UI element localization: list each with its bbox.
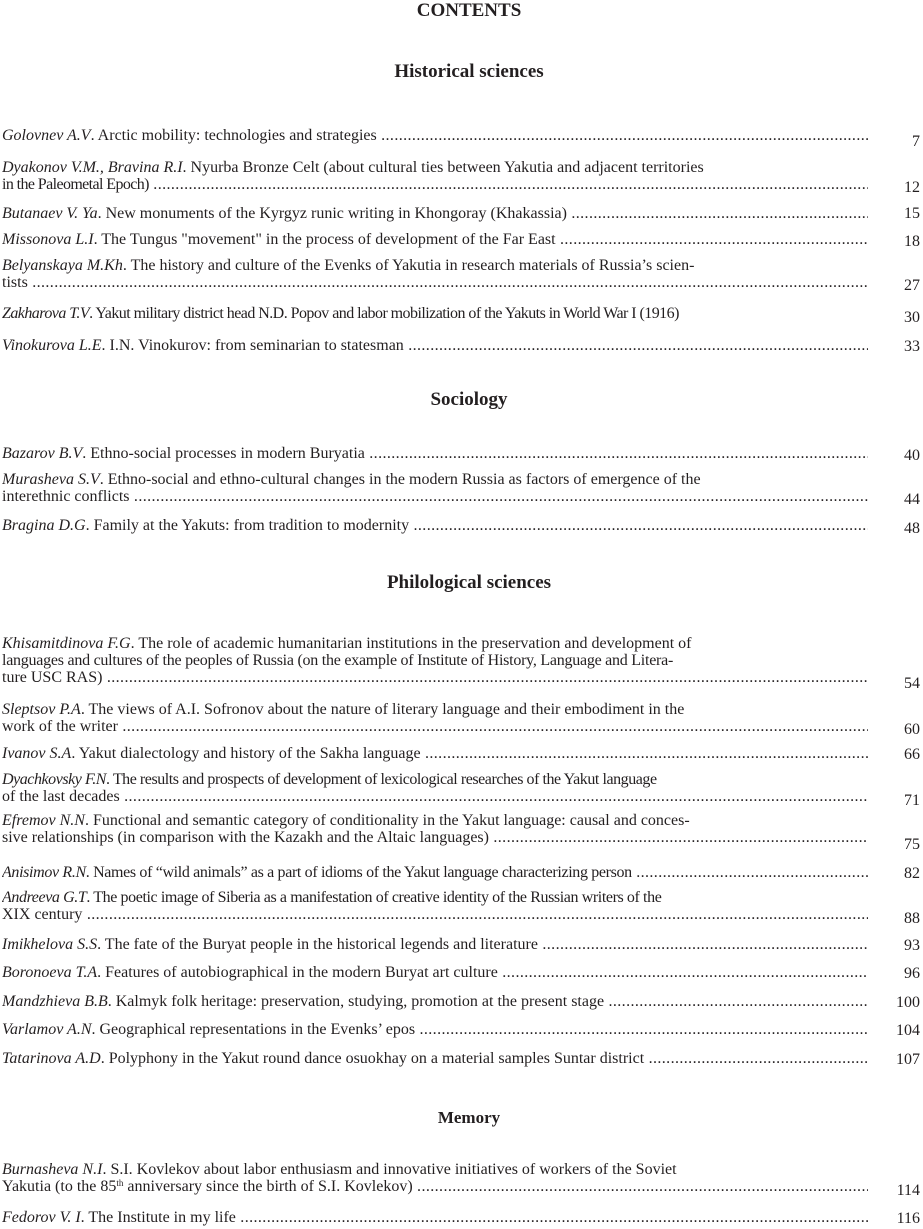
toc-entry[interactable] — [2, 1161, 920, 1199]
entry-author: Belyanskaya M.Kh — [2, 257, 123, 274]
entry-text: Ivanov S.A. Yakut dialectology and history of the Sakha language ..... — [2, 745, 868, 762]
entry-page-number: 54 — [904, 675, 920, 692]
entry-page-number: 27 — [904, 277, 920, 294]
entry-text: Efremov N.N. Functional and semantic category of conditionality in the Yakut language: causal and conces- sive relationships (in comparison with the Kazakh and the Altaic languages) ..... — [2, 812, 868, 846]
entry-author: Bragina D.G — [2, 517, 86, 534]
toc-entry[interactable] — [2, 205, 920, 222]
entry-author: Bazarov B.V — [2, 445, 83, 462]
toc-entry[interactable] — [2, 745, 920, 762]
toc-entry[interactable] — [2, 445, 920, 462]
entry-page-number: 114 — [896, 1182, 920, 1199]
toc-entry[interactable] — [2, 1021, 920, 1038]
entry-page-number: 33 — [904, 338, 920, 355]
entry-text: Zakharova T.V. Yakut military district head N.D. Popov and labor mobilization of the Yakuts in World War I (1916) — [2, 305, 679, 322]
entry-text: Butanaev V. Ya. New monuments of the Kyrgyz runic writing in Khongoray (Khakassia) ..... — [2, 205, 868, 222]
entry-text: Fedorov V. I. The Institute in my life ..... — [2, 1209, 868, 1226]
toc-entry[interactable] — [2, 701, 920, 738]
entry-text: Bragina D.G. Family at the Yakuts: from tradition to modernity ..... — [2, 517, 868, 534]
entry-page-number: 12 — [904, 179, 920, 196]
toc-entry[interactable] — [2, 517, 920, 537]
entry-author: Efremov N.N — [2, 812, 85, 829]
toc-entry[interactable] — [2, 1209, 920, 1226]
entry-page-number: 66 — [904, 746, 920, 763]
section-heading-historical: Historical sciences — [394, 61, 544, 82]
entry-text: Tatarinova A.D. Polyphony in the Yakut round dance osuokhay on a material samples Suntar district ..... — [2, 1050, 868, 1067]
entry-author: Vinokurova L.E — [2, 337, 102, 354]
entry-author: Murasheva S.V — [2, 471, 100, 488]
entry-text: Khisamitdinova F.G. The role of academic humanitarian institutions in the preservation and development of languages and cultures of the peoples of Russia (on the example of Institute of History, Language and Litera- ture USC RAS) ..... — [2, 635, 868, 686]
entry-text: Bazarov B.V. Ethno-social processes in modern Buryatia ..... — [2, 445, 868, 462]
toc-entry[interactable] — [2, 305, 920, 326]
entry-author: Sleptsov P.A — [2, 701, 81, 718]
toc-entry[interactable] — [2, 964, 920, 981]
entry-page-number: 82 — [904, 865, 920, 882]
entry-page-number: 18 — [904, 233, 920, 250]
toc-entry[interactable] — [2, 635, 920, 692]
section-heading-sociology: Sociology — [430, 389, 508, 410]
entry-text: Burnasheva N.I. S.I. Kovlekov about labor enthusiasm and innovative initiatives of workers of the Soviet Yakutia (to the 85th anniversary since the birth of S.I. Kovlekov) ..... — [2, 1161, 868, 1195]
entry-author: Boronoeva T.A — [2, 964, 98, 981]
toc-entry[interactable] — [2, 231, 920, 248]
entry-author: Imikhelova S.S — [2, 936, 98, 953]
entry-text: Sleptsov P.A. The views of A.I. Sofronov about the nature of literary language and their embodiment in the work of the writer ..... — [2, 701, 868, 735]
entry-page-number: 100 — [896, 994, 920, 1011]
toc-entry[interactable] — [2, 257, 920, 294]
entry-page-number: 60 — [904, 721, 920, 738]
toc-entry[interactable] — [2, 471, 920, 508]
section-heading-philological: Philological sciences — [386, 572, 552, 593]
entry-text: Belyanskaya M.Kh. The history and culture of the Evenks of Yakutia in research materials of Russia’s scien- tists ..... — [2, 257, 868, 291]
entry-author: Anisimov R.N — [2, 864, 86, 881]
entry-page-number: 93 — [904, 937, 920, 954]
entry-page-number: 40 — [904, 447, 920, 464]
entry-author: Zakharova T.V — [2, 305, 90, 322]
entry-author: Ivanov S.A — [2, 745, 72, 762]
entry-author: Burnasheva N.I — [2, 1161, 103, 1178]
entry-page-number: 48 — [904, 520, 920, 537]
entry-text: Dyachkovsky F.N. The results and prospects of development of lexicological researches of the Yakut language of the last decades ..... — [2, 771, 868, 805]
entry-author: Varlamov A.N — [2, 1021, 92, 1038]
entry-text: Boronoeva T.A. Features of autobiographical in the modern Buryat art culture ..... — [2, 964, 868, 981]
entry-author: Andreeva G.T — [2, 889, 87, 906]
entry-page-number: 96 — [904, 965, 920, 982]
toc-entry[interactable] — [2, 936, 920, 953]
entry-text: Golovnev A.V. Arctic mobility: technologies and strategies ..... — [2, 127, 868, 144]
page-title: CONTENTS — [416, 0, 522, 21]
toc-entry[interactable] — [2, 159, 920, 196]
entry-page-number: 15 — [904, 205, 920, 222]
entry-page-number: 104 — [896, 1022, 920, 1039]
toc-entry[interactable] — [2, 771, 920, 809]
entry-author: Missonova L.I — [2, 231, 94, 248]
entry-text: Dyakonov V.M., Bravina R.I. Nyurba Bronze Celt (about cultural ties between Yakutia and adjacent territories in the Paleometal Epoch) ..... — [2, 159, 868, 193]
section-heading-memory: Memory — [437, 1108, 501, 1127]
entry-author: Dyachkovsky F.N — [2, 771, 107, 788]
entry-text: Vinokurova L.E. I.N. Vinokurov: from seminarian to statesman ..... — [2, 337, 868, 354]
toc-entry[interactable] — [2, 1050, 920, 1067]
entry-page-number: 30 — [904, 309, 920, 326]
entry-author: Golovnev A.V — [2, 127, 91, 144]
entry-author: Tatarinova A.D — [2, 1050, 101, 1067]
ordinal-superscript: th — [116, 1178, 124, 1188]
entry-text: Mandzhieva B.B. Kalmyk folk heritage: preservation, studying, promotion at the present stage ..... — [2, 993, 868, 1010]
entry-author: Butanaev V. Ya — [2, 205, 98, 222]
entry-page-number: 116 — [896, 1210, 920, 1227]
entry-page-number: 71 — [904, 792, 920, 809]
entry-page-number: 7 — [912, 133, 920, 150]
toc-entry[interactable] — [2, 993, 920, 1010]
entry-page-number: 107 — [896, 1051, 920, 1068]
entry-text: Imikhelova S.S. The fate of the Buryat people in the historical legends and literature ..... — [2, 936, 868, 953]
entry-page-number: 44 — [904, 491, 920, 508]
entry-author: Mandzhieva B.B — [2, 993, 108, 1010]
toc-entry[interactable] — [2, 337, 920, 354]
entry-text: Andreeva G.T. The poetic image of Siberia as a manifestation of creative identity of the Russian writers of the XIX century ..... — [2, 889, 868, 923]
entry-text: Missonova L.I. The Tungus "movement" in the process of development of the Far East ..... — [2, 231, 868, 248]
entry-page-number: 88 — [904, 910, 920, 927]
entry-text: Varlamov A.N. Geographical representations in the Evenks’ epos ..... — [2, 1021, 868, 1038]
entry-author: Khisamitdinova F.G — [2, 635, 131, 652]
entry-author: Fedorov V. I — [2, 1209, 81, 1226]
toc-entry[interactable] — [2, 889, 920, 927]
entry-text: Anisimov R.N. Names of “wild animals” as a part of idioms of the Yakut language characterizing person ..... — [2, 864, 868, 881]
entry-text: Murasheva S.V. Ethno-social and ethno-cultural changes in the modern Russia as factors of emergence of the interethnic conflicts ..... — [2, 471, 868, 505]
entry-page-number: 75 — [904, 836, 920, 853]
toc-entry[interactable] — [2, 127, 920, 150]
toc-entry[interactable] — [2, 812, 920, 853]
toc-entry[interactable] — [2, 864, 920, 881]
entry-author: Dyakonov V.M., Bravina R.I — [2, 159, 183, 176]
